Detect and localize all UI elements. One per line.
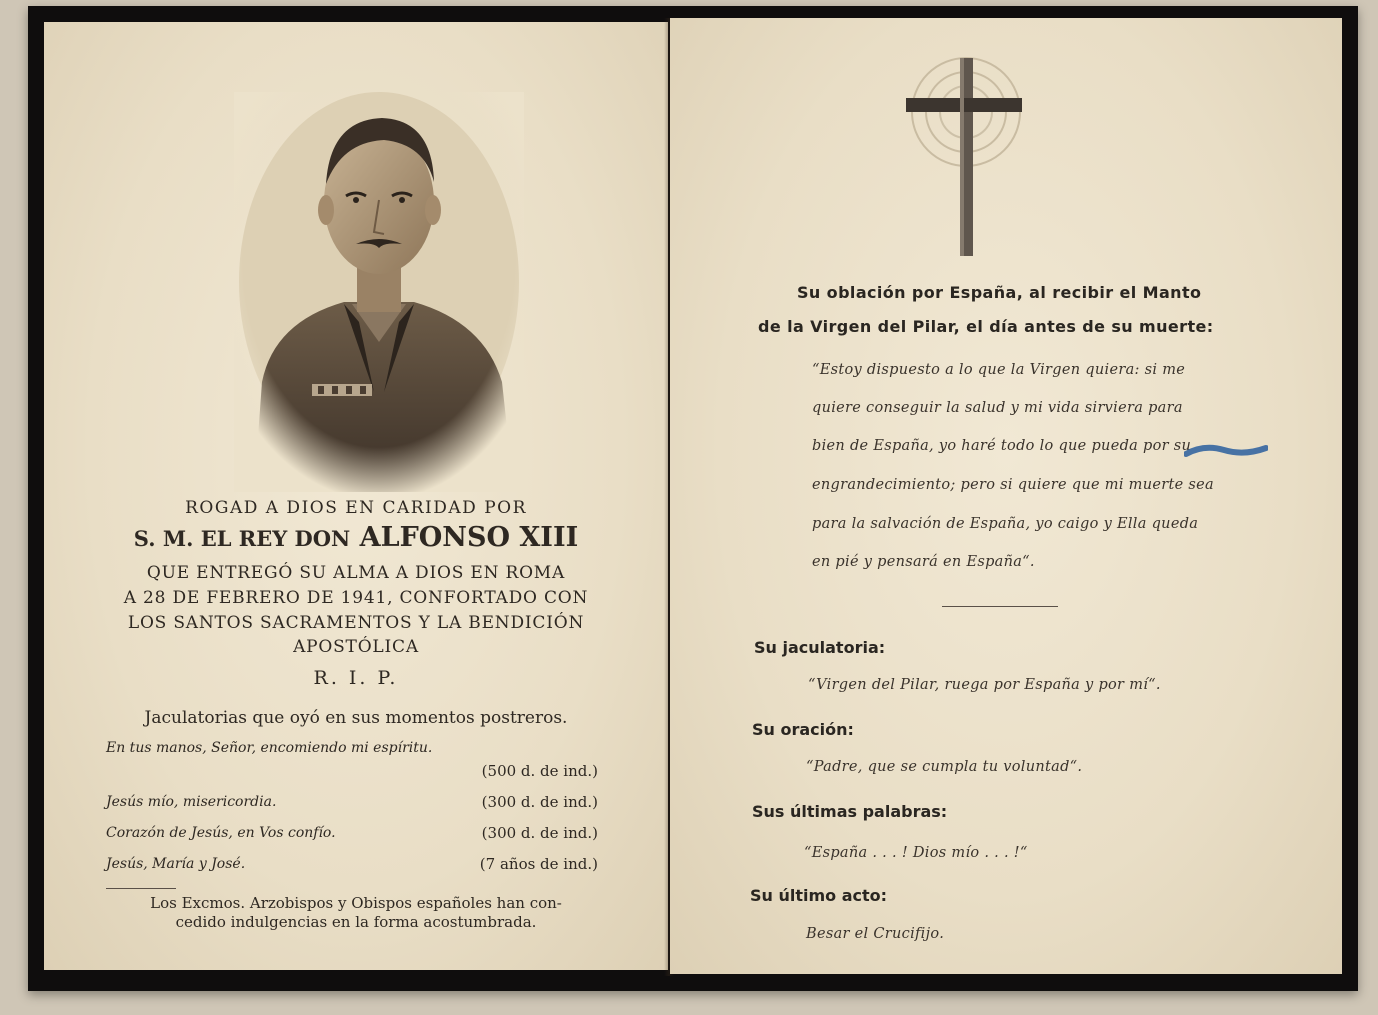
section-heading-3: Sus últimas palabras: <box>752 802 948 821</box>
section-text-3: “España . . . ! Dios mío . . . !“ <box>804 845 1028 861</box>
section-heading-4: Su último acto: <box>750 886 888 905</box>
rip-text: R. I. P. <box>313 667 399 689</box>
right-page <box>670 18 1342 974</box>
quote-line-5: para la salvación de España, yo caigo y Ella queda <box>812 516 1199 532</box>
cross-with-halo-icon <box>898 54 1034 260</box>
left-page <box>44 22 668 970</box>
prayer-indulgence-4: (7 años de ind.) <box>479 855 598 873</box>
prayer-indulgence-1: (500 d. de ind.) <box>481 762 598 780</box>
portrait-photo <box>234 92 524 492</box>
quote-line-6: en pié y pensará en España“. <box>812 554 1035 570</box>
quote-line-1: “Estoy dispuesto a lo que la Virgen quiera: si me <box>812 362 1186 378</box>
oblation-line-1: Su oblación por España, al recibir el Manto <box>797 283 1202 302</box>
right-divider <box>942 606 1058 607</box>
quote-line-2: quiere conseguir la salud y mi vida sirviera para <box>812 400 1183 416</box>
indulgence-note <box>84 894 628 932</box>
death-line-1: QUE ENTREGÓ SU ALMA A DIOS EN ROMA <box>146 563 566 583</box>
jaculatorias-heading: Jaculatorias que oyó en sus momentos postreros. <box>144 708 568 728</box>
prayer-text-4: Jesús, María y José. <box>106 856 246 872</box>
section-heading-1: Su jaculatoria: <box>754 638 886 657</box>
prayer-text-3: Corazón de Jesús, en Vos confío. <box>106 825 336 841</box>
death-line-2: A 28 DE FEBRERO DE 1941, CONFORTADO CON <box>123 588 589 608</box>
left-divider <box>106 888 176 889</box>
king-title <box>44 522 668 553</box>
king-name: ALFONSO XIII <box>359 522 579 553</box>
section-text-1: “Virgen del Pilar, ruega por España y por mí“. <box>808 677 1161 693</box>
prayer-text-1: En tus manos, Señor, encomiendo mi espíritu. <box>106 740 433 756</box>
rogad-line: ROGAD A DIOS EN CARIDAD POR <box>185 498 527 518</box>
prayer-indulgence-3: (300 d. de ind.) <box>481 824 598 842</box>
ink-mark <box>1184 440 1268 464</box>
memorial-card <box>28 6 1358 991</box>
note-line-1: Los Excmos. Arzobispos y Obispos españoles han con- <box>150 894 562 912</box>
death-line-4: APOSTÓLICA <box>293 637 419 657</box>
section-text-4: Besar el Crucifijo. <box>806 926 945 942</box>
prayer-text-2: Jesús mío, misericordia. <box>106 794 277 810</box>
quote-line-3: bien de España, yo haré todo lo que pueda por su <box>812 438 1192 454</box>
section-text-2: “Padre, que se cumpla tu voluntad“. <box>806 759 1083 775</box>
prayer-indulgence-2: (300 d. de ind.) <box>481 793 598 811</box>
section-heading-2: Su oración: <box>752 720 854 739</box>
note-line-2: cedido indulgencias en la forma acostumbrada. <box>175 913 537 931</box>
king-prefix: S. M. EL REY DON <box>133 526 351 551</box>
death-line-3: LOS SANTOS SACRAMENTOS Y LA BENDICIÓN <box>127 613 585 633</box>
oblation-line-2: de la Virgen del Pilar, el día antes de su muerte: <box>758 317 1214 336</box>
quote-line-4: engrandecimiento; pero si quiere que mi muerte sea <box>812 477 1214 493</box>
